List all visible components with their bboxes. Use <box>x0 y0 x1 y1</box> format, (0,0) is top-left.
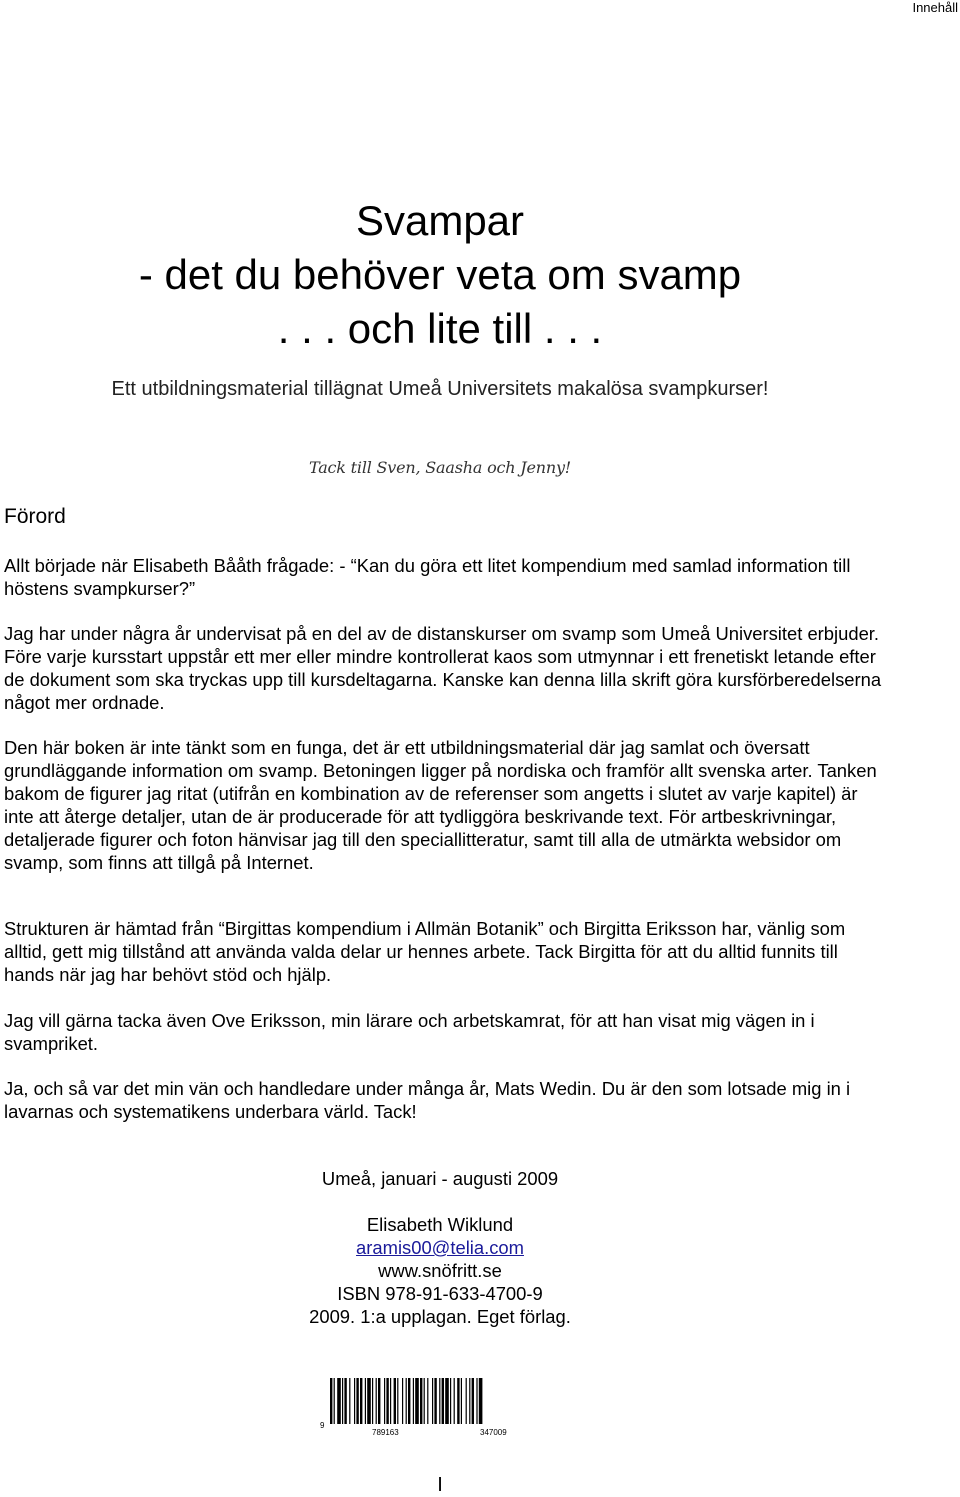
barcode-bars <box>330 1378 482 1424</box>
edition-text: 2009. 1:a upplagan. Eget förlag. <box>309 1306 571 1327</box>
barcode-digits-right: 347009 <box>480 1428 507 1437</box>
email-link[interactable]: aramis00@telia.com <box>356 1237 524 1258</box>
foreword-paragraph-4: Strukturen är hämtad från “Birgittas kompendium i Allmän Botanik” och Birgitta Eriksson har, vänlig som alltid, gett mig tillstånd att använda valda delar ur hennes arbete. Tack Birgitta för att du alltid funnits till hands när jag har behövt stöd och hjälp. <box>4 918 846 985</box>
barcode-prefix: 9 <box>320 1421 325 1430</box>
website-text: www.snöfritt.se <box>378 1260 502 1281</box>
title-line-3: . . . och lite till . . . <box>277 305 603 352</box>
title-line-2: - det du behöver veta om svamp <box>138 251 742 298</box>
foreword-paragraph-3: Den här boken är inte tänkt som en funga, det är ett utbildningsmaterial där jag samlat och översatt grundläggande information om svamp. Betoningen ligger på nordiska och framför allt svenska arter. Tanken bakom de figurer jag ritat (utifrån en kombination av de referenser som angetts i slutet av varje kapitel) är inte att återge detaljer, utan de är producerade för att tydliggöra beskrivande text. För artbeskrivningar, detaljerade figurer och foton hänvisar jag till den speciallitteratur, samt till alla de utmärkta websidor om svamp, som finns att tillgå på Internet. <box>4 737 877 873</box>
signature-date <box>0 1167 880 1190</box>
page-number: I <box>437 1474 443 1496</box>
place-date: Umeå, januari - augusti 2009 <box>321 1168 559 1189</box>
title-line-1: Svampar <box>355 197 525 244</box>
foreword-paragraph-1: Allt började när Elisabeth Bååth frågade: - “Kan du göra ett litet kompendium med samlad information till höstens svampkurser?” <box>4 555 851 599</box>
barcode-digits-left: 789163 <box>372 1428 399 1437</box>
foreword-paragraph-6: Ja, och så var det min vän och handledare under många år, Mats Wedin. Du är den som lotsade mig in i lavarnas och systematikens underbara värld. Tack! <box>4 1078 851 1122</box>
foreword-paragraph-5: Jag vill gärna tacka även Ove Eriksson, min lärare och arbetskamrat, för att han visat mig vägen in i svampriket. <box>4 1010 815 1054</box>
foreword-paragraph-2: Jag har under några år undervisat på en del av de distanskurser om svamp som Umeå Universitet erbjuder. Före varje kursstart uppstår ett mer eller mindre kontrollerat kaos som utmynnar i ett frenetiskt letande efter de dokument som ska tryckas upp till kursdeltagarna. Kanske kan denna lilla skrift göra kursförberedelserna något mer ordnade. <box>4 623 882 713</box>
isbn-barcode <box>320 1378 560 1438</box>
author-name: Elisabeth Wiklund <box>366 1214 514 1235</box>
title-block <box>0 194 880 356</box>
signature-block <box>0 1213 880 1328</box>
foreword-heading: Förord <box>4 505 66 528</box>
thanks-note: Tack till Sven, Saasha och Jenny! <box>308 458 572 477</box>
contents-link[interactable]: Innehåll <box>912 0 958 15</box>
isbn-text: ISBN 978-91-633-4700-9 <box>337 1283 543 1304</box>
dedication: Ett utbildningsmaterial tillägnat Umeå Universitets makalösa svampkurser! <box>111 378 769 400</box>
